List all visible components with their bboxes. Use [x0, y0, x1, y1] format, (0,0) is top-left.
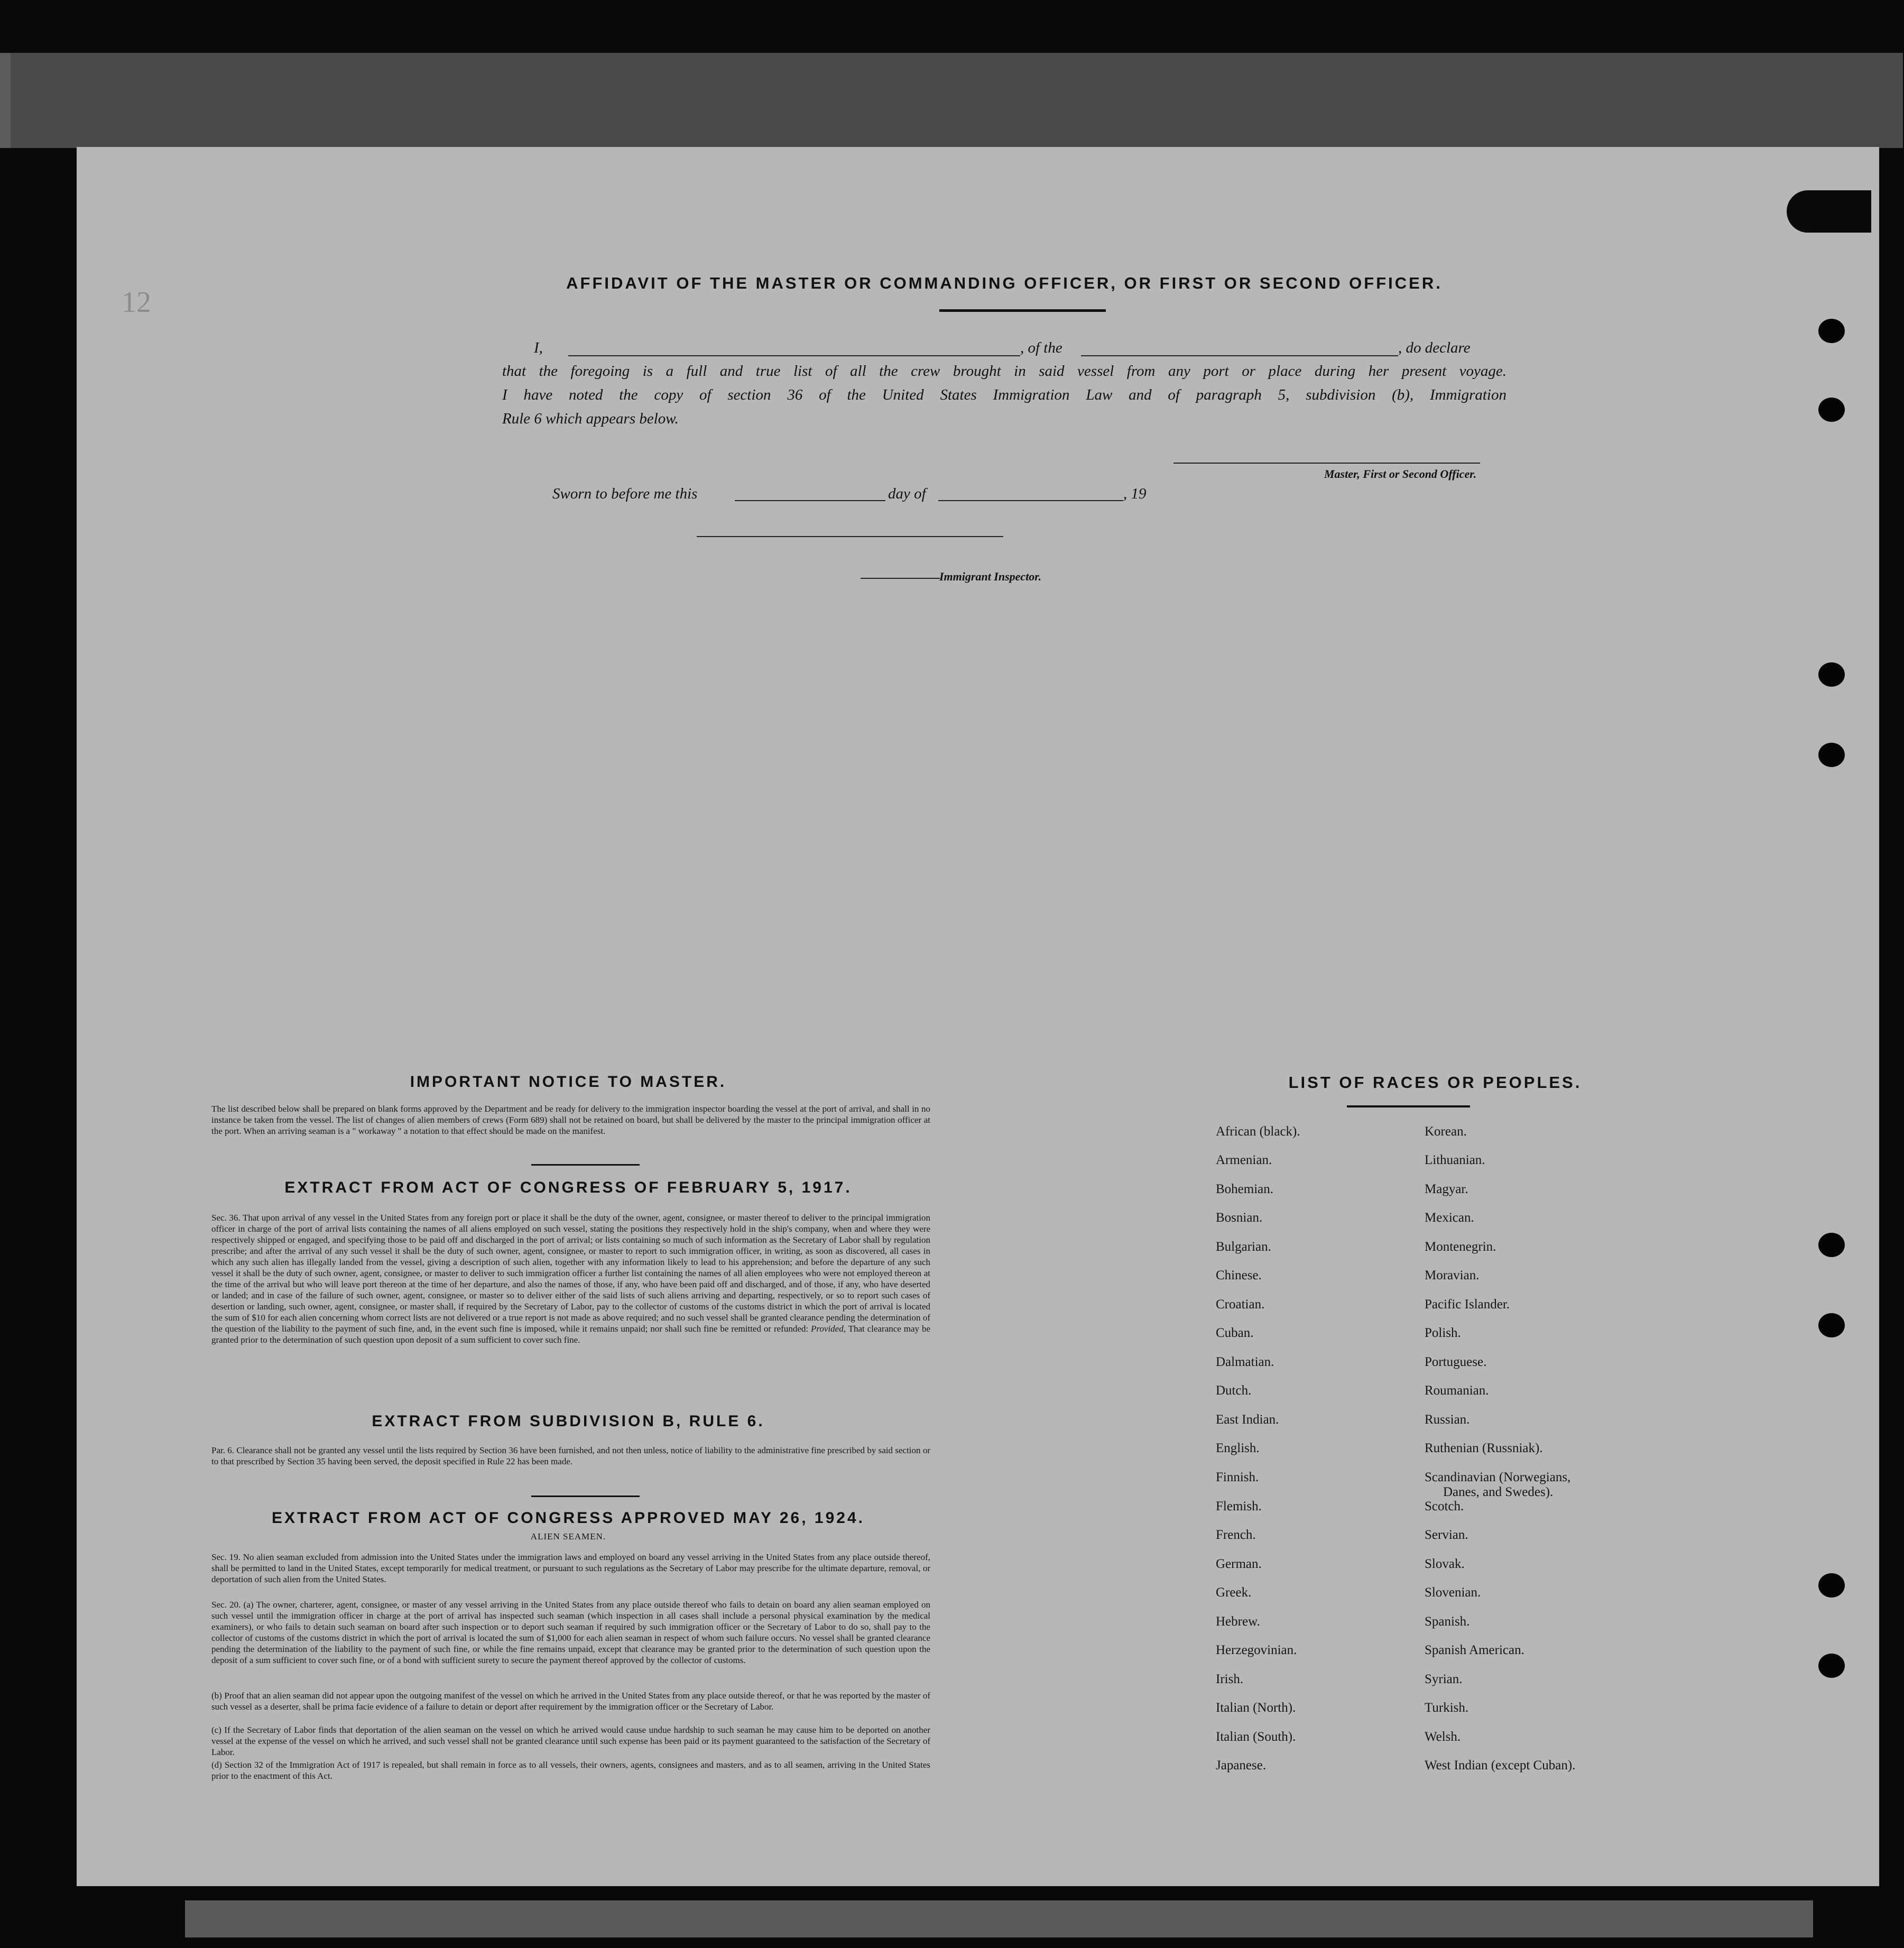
race-item: Armenian.	[1216, 1153, 1272, 1167]
race-item: Ruthenian (Russniak).	[1425, 1441, 1543, 1455]
extract-1917-body	[211, 1212, 930, 1345]
race-item: Spanish.	[1425, 1614, 1470, 1629]
race-item: Dalmatian.	[1216, 1355, 1274, 1369]
race-item: Spanish American.	[1425, 1643, 1524, 1657]
race-item: Moravian.	[1425, 1268, 1480, 1282]
race-item: French.	[1216, 1528, 1256, 1542]
title-underline	[939, 309, 1106, 312]
race-item: Welsh.	[1425, 1730, 1461, 1744]
affidavit-of-the: , of the	[1020, 339, 1062, 356]
race-item: Portuguese.	[1425, 1355, 1487, 1369]
sec-20c: (c) If the Secretary of Labor finds that deportation of the alien seaman on the vessel on which he arrived would cause undue hardship to such seaman he may cause him to be deported on another vessel at the expense of the vessel on which he arrived, and such vessel shall not be granted clearance until such expense has been paid or its payment guaranteed to the satisfaction of the Secretary of Labor.	[211, 1725, 930, 1757]
race-item: Lithuanian.	[1425, 1153, 1485, 1167]
race-item: Flemish.	[1216, 1499, 1262, 1513]
race-item: African (black).	[1216, 1124, 1300, 1139]
race-item: Pacific Islander.	[1425, 1297, 1510, 1312]
proviso-text: That clearance may be granted prior to the determination of such question upon deposit of a sum sufficient to cover such fine.	[211, 1324, 930, 1345]
race-item: Bosnian.	[1216, 1211, 1263, 1225]
race-item: Danes, and Swedes).	[1443, 1485, 1554, 1499]
notice-divider	[531, 1164, 640, 1166]
race-item: English.	[1216, 1441, 1260, 1455]
officer-signature-label: Master, First or Second Officer.	[1324, 467, 1477, 481]
race-item: Dutch.	[1216, 1383, 1252, 1398]
punch-hole	[1818, 743, 1845, 767]
sworn-day-line	[735, 500, 885, 501]
punch-hole	[1818, 1233, 1845, 1257]
race-item: Turkish.	[1425, 1701, 1469, 1715]
film-edge-bottom	[185, 1900, 1813, 1937]
extract-rule6-title: EXTRACT FROM SUBDIVISION B, RULE 6.	[372, 1412, 765, 1430]
race-item: Cuban.	[1216, 1326, 1254, 1340]
race-item: West Indian (except Cuban).	[1425, 1758, 1576, 1772]
page-clip	[1787, 190, 1871, 233]
notice-body: The list described below shall be prepared on blank forms approved by the Department and be ready for delivery to the immigration inspector boarding the vessel at the port of arrival, and shall in no instance be taken from the vessel. The list of changes of alien members of crews (Form 689) shall not be retained on board, but shall be delivered by the master to the principal immigration officer at the port. When an arriving seaman is a " workaway " a notation to that effect should be made on the manifest.	[211, 1104, 930, 1136]
race-item: Syrian.	[1425, 1672, 1463, 1686]
sworn-text: Sworn to before me this	[552, 485, 698, 502]
races-title-underline	[1347, 1105, 1470, 1107]
extract-rule6-body: Par. 6. Clearance shall not be granted any vessel until the lists required by Section 36 have been furnished, and not then unless, notice of liability to the administrative fine prescribed by said section or to that prescribed by Section 35 having been served, the deposit specified in Rule 22 has been made.	[211, 1445, 930, 1466]
race-item: Magyar.	[1425, 1182, 1468, 1196]
punch-hole	[1818, 319, 1845, 343]
officer-signature-line	[1173, 463, 1480, 464]
race-item: Mexican.	[1425, 1211, 1474, 1225]
race-item: Korean.	[1425, 1124, 1467, 1139]
race-item: Japanese.	[1216, 1758, 1267, 1772]
sec-20d: (d) Section 32 of the Immigration Act of 1917 is repealed, but shall remain in force as to all vessels, their owners, agents, consignees and masters, and as to all seamen, arriving in the United States prior to the enactment of this Act.	[211, 1760, 930, 1781]
inspector-signature-line	[697, 536, 1003, 537]
affidavit-line-3: I have noted the copy of section 36 of the United States Immigration Law and of paragraph 5, subdivision (b), Immigration	[502, 386, 1506, 403]
race-item: Montenegrin.	[1425, 1240, 1496, 1254]
affidavit-line-2: that the foregoing is a full and true list of all the crew brought in said vessel from any port or place during her present voyage.	[502, 363, 1506, 380]
race-item: Slovak.	[1425, 1557, 1465, 1571]
name-line	[568, 355, 1020, 356]
race-item: Greek.	[1216, 1585, 1252, 1600]
page-number: 12	[122, 286, 151, 319]
punch-hole	[1818, 1654, 1845, 1678]
vessel-line	[1081, 355, 1398, 356]
race-item: Scotch.	[1425, 1499, 1464, 1513]
inspector-label: Immigrant Inspector.	[939, 570, 1042, 583]
race-item: Slovenian.	[1425, 1585, 1481, 1600]
race-item: Italian (South).	[1216, 1730, 1296, 1744]
rule6-divider	[531, 1495, 640, 1497]
race-item: Italian (North).	[1216, 1701, 1296, 1715]
punch-hole	[1818, 1313, 1845, 1337]
race-item: Croatian.	[1216, 1297, 1265, 1312]
race-item: Russian.	[1425, 1412, 1470, 1427]
alien-seamen-subtitle: ALIEN SEAMEN.	[530, 1531, 606, 1541]
film-edge-top	[11, 53, 1903, 148]
race-item: Irish.	[1216, 1672, 1244, 1686]
race-item: East Indian.	[1216, 1412, 1279, 1427]
sworn-month-line	[938, 500, 1123, 501]
punch-hole	[1818, 662, 1845, 687]
race-item: Bohemian.	[1216, 1182, 1274, 1196]
race-item: Servian.	[1425, 1528, 1468, 1542]
race-item: Scandinavian (Norwegians,	[1425, 1470, 1571, 1484]
affidavit-line-4: Rule 6 which appears below.	[502, 410, 679, 427]
sec-19: Sec. 19. No alien seaman excluded from admission into the United States under the immigration laws and employed on board any vessel arriving in the United States from any place outside thereof, shall be permitted to land in the United States, except temporarily for medical treatment, or pursuant to such regulations as the Secretary of Labor may prescribe for the ultimate departure, removal, or deportation of such alien from the United States.	[211, 1552, 930, 1584]
race-item: Finnish.	[1216, 1470, 1259, 1484]
race-item: Chinese.	[1216, 1268, 1262, 1282]
race-item: German.	[1216, 1557, 1262, 1571]
race-item: Herzegovinian.	[1216, 1643, 1297, 1657]
affidavit-title: AFFIDAVIT OF THE MASTER OR COMMANDING OFFICER, OR FIRST OR SECOND OFFICER.	[566, 274, 1443, 292]
proviso-word: Provided,	[811, 1324, 846, 1334]
punch-hole	[1818, 1573, 1845, 1598]
races-title: LIST OF RACES OR PEOPLES.	[1288, 1073, 1582, 1092]
year-text: , 19	[1123, 485, 1147, 502]
day-of-text: day of	[888, 485, 926, 502]
affidavit-i: I,	[534, 339, 543, 356]
affidavit-do-declare: , do declare	[1398, 339, 1471, 356]
punch-hole	[1818, 398, 1845, 422]
sec-36-text: Sec. 36. That upon arrival of any vessel in the United States from any foreign port or place it shall be the duty of the owner, agent, consignee, or master thereof to deliver to the principal immigration officer in charge of the port of arrival lists containing the names of all aliens employed on such vessel, stating the positions they respectively hold in the ship's company, when and where they were respectively shipped or engaged, and specifying those to be paid off and discharged in the port of arrival; or lists containing so much of such information as the Secretary of Labor shall by regulation prescribe; and after the arrival of any such vessel it shall be the duty of such owner, agent, consignee, or master to report to such immigration officer, in writing, as soon as discovered, all cases in which any such alien has illegally landed from the vessel, giving a description of such alien, together with any information likely to lead to his apprehension; and before the departure of any such vessel it shall be the duty of such owner, agent, consignee, or master to deliver to such immigration officer a further list containing the names of all alien employees who were not employed thereon at the time of the arrival but who will leave port thereon at the time of her departure, and also the names of those, if any, who have been paid off and discharged, and of those, if any, who have deserted or landed; and in case of the failure of such owner, agent, consignee, or master so to deliver either of the said lists of such aliens arriving and departing, respectively, or so to report such cases of desertion or landing, such owner, agent, consignee, or master shall, if required by the Secretary of Labor, pay to the collector of customs of the customs district in which the port of arrival is located the sum of $10 for each alien concerning whom correct lists are not delivered or a true report is not made as above required; and no such vessel shall be granted clearance pending the determination of the question of the liability to the payment of such fine, and, in the event such fine is imposed, while it remains unpaid; nor shall such fine be remitted or refunded:	[211, 1213, 930, 1334]
race-item: Hebrew.	[1216, 1614, 1260, 1629]
race-item: Roumanian.	[1425, 1383, 1489, 1398]
sec-20b: (b) Proof that an alien seaman did not appear upon the outgoing manifest of the vessel on which he arrived in the United States from any place outside thereof, or that he was reported by the master of such vessel as a deserter, shall be prima facie evidence of a failure to detain or deport after requirement by the immigration officer or the Secretary of Labor.	[211, 1691, 930, 1712]
extract-1917-title: EXTRACT FROM ACT OF CONGRESS OF FEBRUARY 5, 1917.	[284, 1179, 852, 1196]
extract-1924-title: EXTRACT FROM ACT OF CONGRESS APPROVED MAY 26, 1924.	[272, 1509, 865, 1527]
race-item: Polish.	[1425, 1326, 1461, 1340]
notice-title: IMPORTANT NOTICE TO MASTER.	[410, 1073, 727, 1091]
race-item: Bulgarian.	[1216, 1240, 1271, 1254]
sec-20a: Sec. 20. (a) The owner, charterer, agent, consignee, or master of any vessel arriving in the United States from any place outside thereof who fails to detain on board any alien seaman employed on such vessel until the immigration officer in charge at the port of arrival has inspected such seaman (which inspection in all cases shall include a personal physical examination by the medical examiners), or who fails to detain such seaman on board after such inspection or to deport such seaman if required by such immigration officer or the Secretary of Labor to do so, shall pay to the collector of customs of the customs district in which the port of arrival is located the sum of $1,000 for each alien seaman in respect of whom such failure occurs. No vessel shall be granted clearance pending the determination of the liability to the payment of such fine, or while the fine remains unpaid, except that clearance may be granted prior to the determination of such question upon the deposit of a sum sufficient to cover such fine, or of a bond with sufficient surety to secure the payment thereof approved by the collector of customs.	[211, 1600, 930, 1665]
inspector-label-line	[861, 578, 940, 579]
